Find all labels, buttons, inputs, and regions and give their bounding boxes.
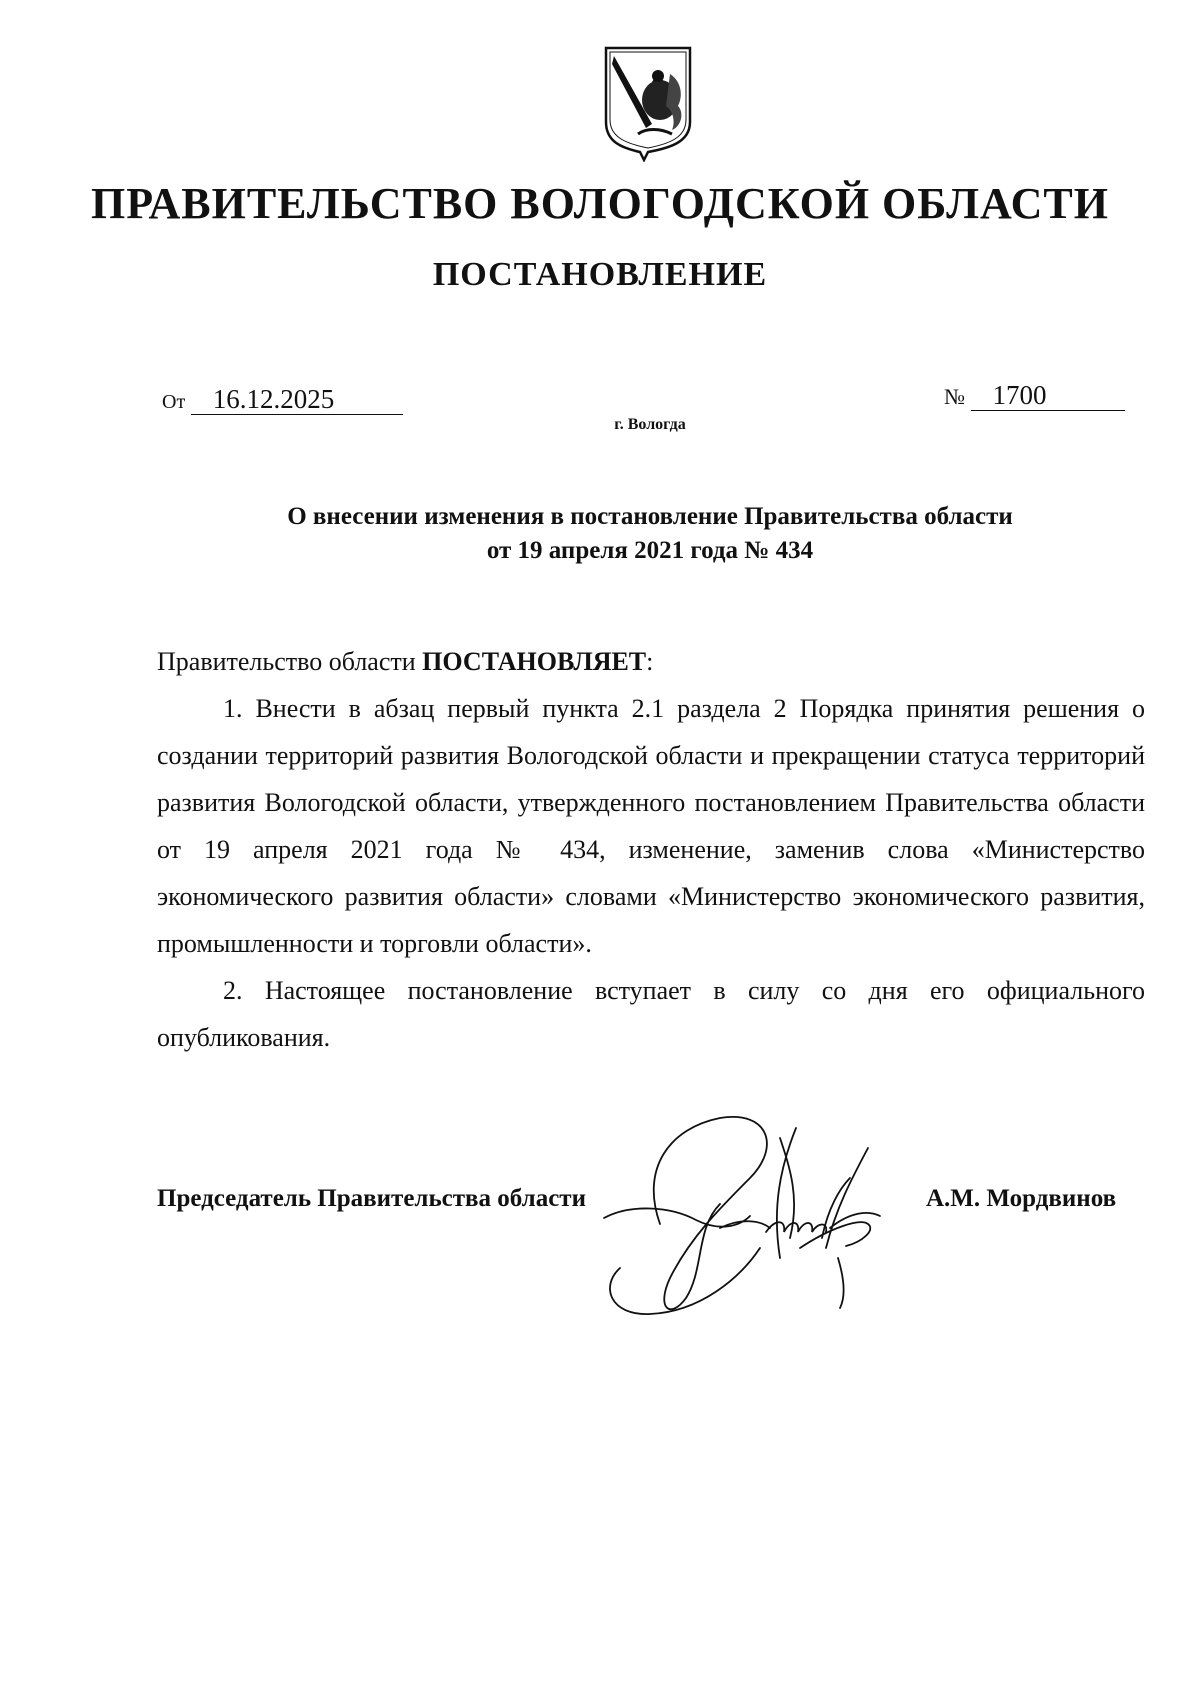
subject-line-1: О внесении изменения в постановление Правительства области (287, 503, 1013, 530)
intro-suffix: : (646, 647, 654, 676)
organization-title: ПРАВИТЕЛЬСТВО ВОЛОГОДСКОЙ ОБЛАСТИ (91, 179, 1109, 228)
document-number (944, 380, 1125, 411)
vologda-coat-of-arms-icon (600, 44, 696, 162)
document-body (157, 638, 1145, 1061)
date-value: 16.12.2025 (191, 384, 403, 415)
document-type-title: ПОСТАНОВЛЕНИЕ (432, 256, 768, 293)
intro-prefix: Правительство области (157, 647, 423, 676)
handwritten-signature-icon (600, 1108, 960, 1338)
subject-line-2: от 19 апреля 2021 года № 434 (486, 537, 814, 564)
document-city: г. Вологда (614, 416, 686, 433)
resolution-item-1: 1. Внести в абзац первый пункта 2.1 раздела 2 Порядка принятия решения о создании территорий развития Вологодской области и прекращении статуса территорий развития Вологодской области, утвержденного постановлением Правительства области от 19 апреля 2021 года № 434, изменение, заменив слова «Министерство экономического развития области» словами «Министерство экономического развития, промышленности и торговли области». (157, 694, 1145, 958)
number-value: 1700 (971, 380, 1125, 411)
date-label: От (162, 391, 186, 413)
number-label: № (944, 384, 965, 409)
resolution-item-2: 2. Настоящее постановление вступает в силу со дня его официального опубликования. (157, 976, 1145, 1052)
document-subject (160, 500, 1140, 568)
document-date (162, 384, 403, 415)
resolution-intro (157, 638, 1145, 685)
signatory-name: А.М. Мордвинов (926, 1185, 1117, 1212)
signatory-position: Председатель Правительства области (157, 1185, 586, 1212)
intro-bold: ПОСТАНОВЛЯЕТ (422, 647, 647, 676)
